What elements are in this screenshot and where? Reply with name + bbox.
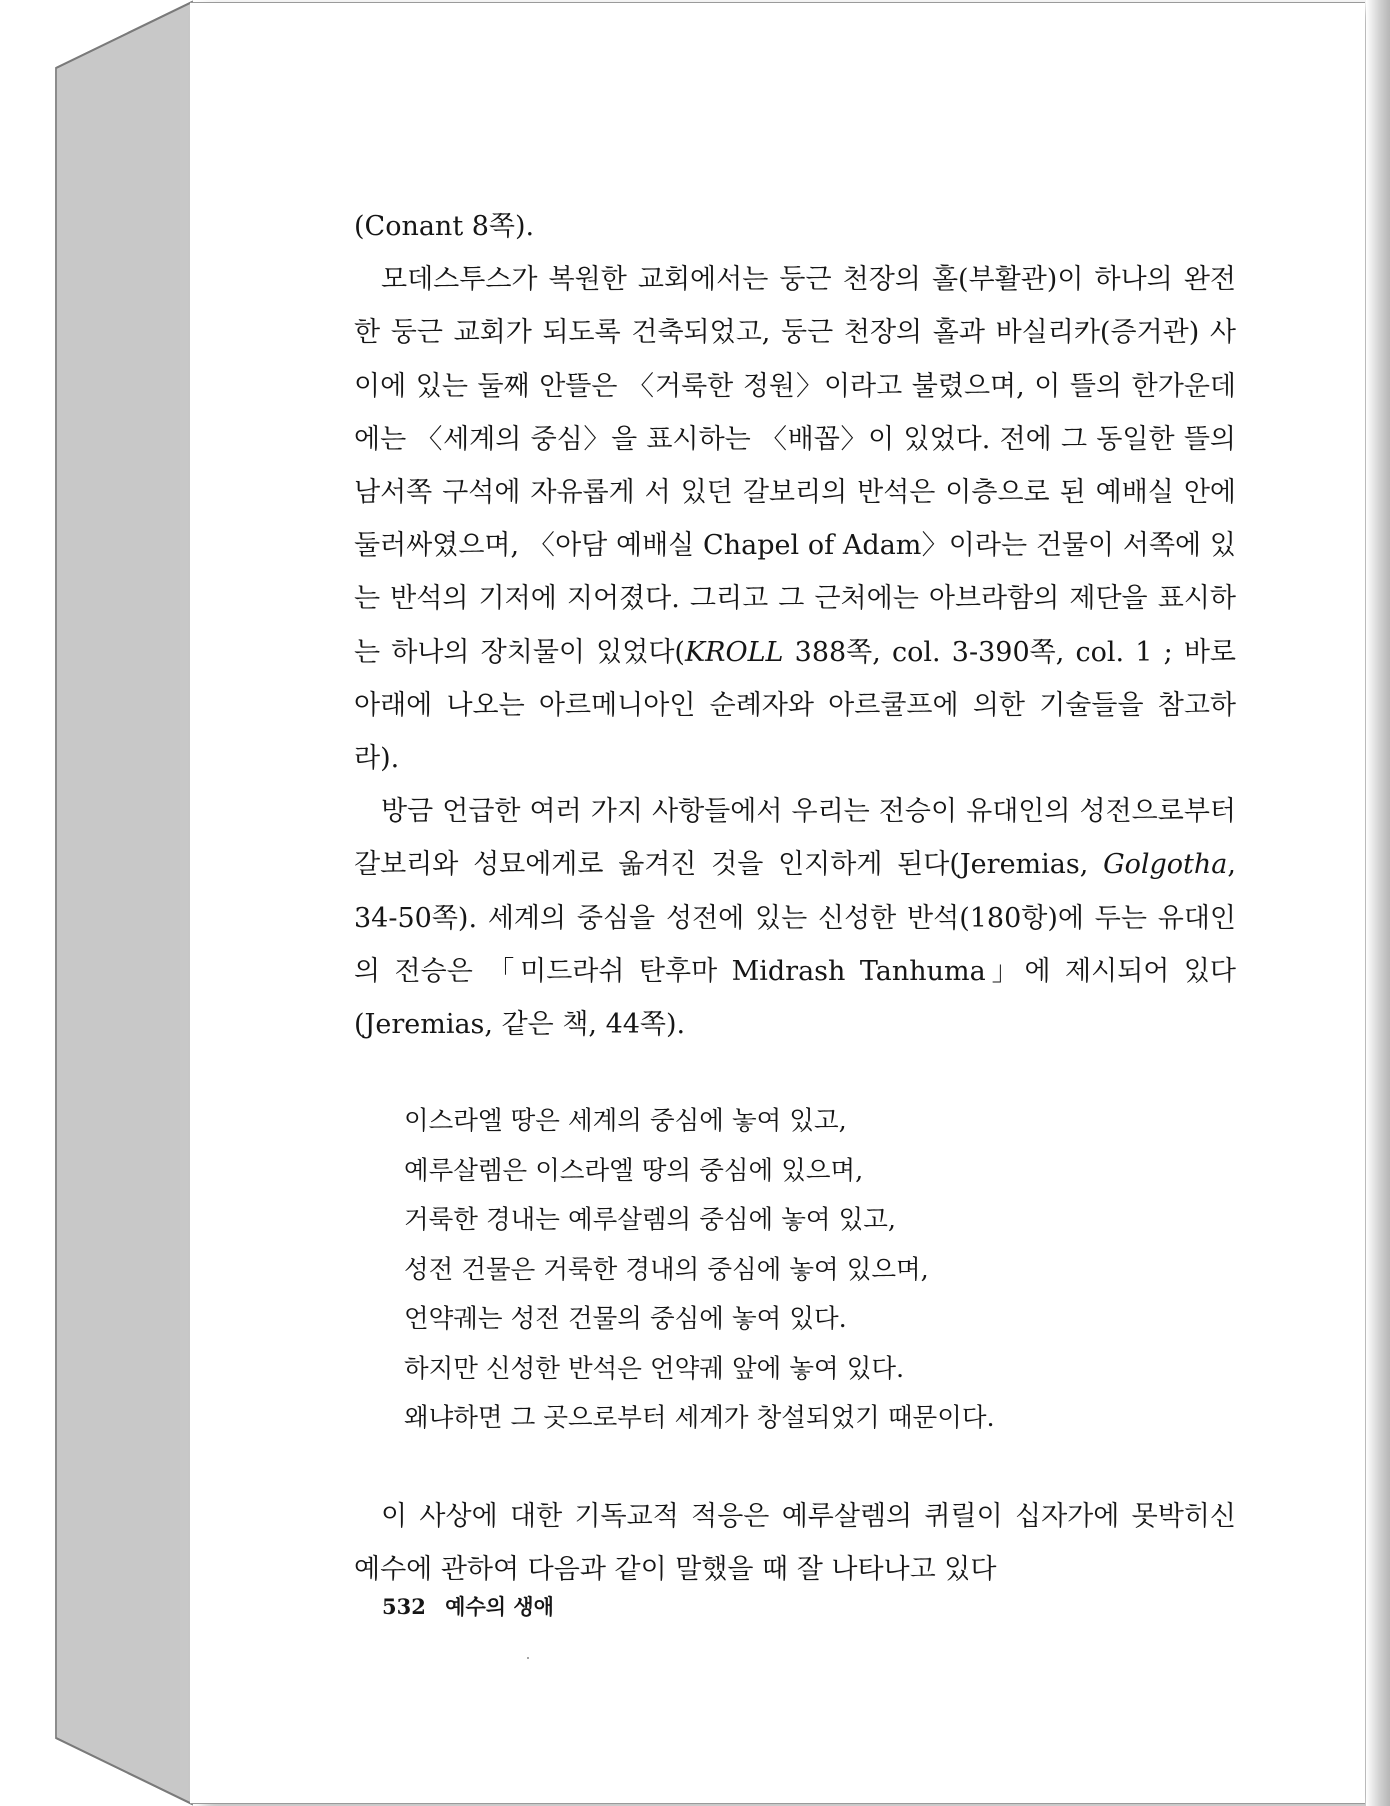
paragraph-1 — [354, 253, 1236, 785]
book-spine-graphic — [0, 0, 200, 1806]
page-body — [354, 200, 1236, 1596]
page-right-shadow — [1366, 0, 1390, 1806]
running-title: 예수의 생애 — [445, 1594, 554, 1619]
block-quote — [354, 1097, 1236, 1444]
quote-line: 이스라엘 땅은 세계의 중심에 놓여 있고, — [404, 1106, 847, 1137]
quote-line: 언약궤는 성전 건물의 중심에 놓여 있다. — [404, 1304, 847, 1335]
spine-face — [56, 2, 192, 1804]
paragraph-1-italic: KROLL — [684, 636, 784, 668]
paragraph-2 — [354, 785, 1236, 1051]
intro-line: (Conant 8쪽). — [354, 211, 535, 242]
paragraph-2-text: 방금 언급한 여러 가지 사항들에서 우리는 전승이 유대인의 성전으로부터 갈보리와 성묘에게로 옮겨진 것을 인지하게 된다(Jeremias, — [354, 796, 1236, 881]
quote-line: 하지만 신성한 반석은 언약궤 앞에 놓여 있다. — [404, 1353, 905, 1384]
quote-line: 거룩한 경내는 예루살렘의 중심에 놓여 있고, — [404, 1205, 897, 1236]
quote-line: 성전 건물은 거룩한 경내의 중심에 놓여 있으며, — [404, 1254, 929, 1285]
page-number: 532 — [382, 1594, 426, 1619]
quote-line: 왜냐하면 그 곳으로부터 세계가 창설되었기 때문이다. — [404, 1403, 995, 1434]
quote-line: 예루살렘은 이스라엘 땅의 중심에 있으며, — [404, 1155, 864, 1186]
paragraph-1-end: 388쪽, col. 3-390쪽, col. 1 ; 바로 아래에 나오는 아르메니아인 순례자와 아르쿨프에 의한 기술들을 참고하라). — [354, 636, 1237, 775]
paragraph-2-italic: Golgotha — [1103, 849, 1228, 881]
book-page — [190, 2, 1365, 1804]
scan-speck — [527, 1657, 529, 1659]
page-footer — [382, 1591, 554, 1621]
paragraph-1-text: 모데스투스가 복원한 교회에서는 둥근 천장의 홀(부활관)이 하나의 완전한 둥근 교회가 되도록 건축되었고, 둥근 천장의 홀과 바실리카(증거관) 사이에 있는 둘째 안뜰은 〈거룩한 정원〉이라고 불렸으며, 이 뜰의 한가운데에는 〈세계의 중심〉을 표시하는 〈배꼽〉이 있었다. 전에 그 동일한 뜰의 남서쪽 구석에 자유롭게 서 있던 갈보리의 반석은 이층으로 된 예배실 안에 둘러싸였으며, 〈아담 예배실 Chapel of Adam〉이라는 건물이 서쪽에 있는 반석의 기저에 지어졌다. 그리고 그 근처에는 아브라함의 제단을 표시하는 하나의 장치물이 있었다( — [354, 264, 1236, 668]
paragraph-3: 이 사상에 대한 기독교적 적응은 예루살렘의 퀴릴이 십자가에 못박히신 예수에 관하여 다음과 같이 말했을 때 잘 나타나고 있다 — [354, 1500, 1236, 1585]
paragraph-2-end: , 34-50쪽). 세계의 중심을 성전에 있는 신성한 반석(180항)에 두는 유대인의 전승은 「미드라쉬 탄후마 Midrash Tanhuma」에 제시되어 있다(Jeremias, 같은 책, 44쪽). — [354, 849, 1236, 1041]
